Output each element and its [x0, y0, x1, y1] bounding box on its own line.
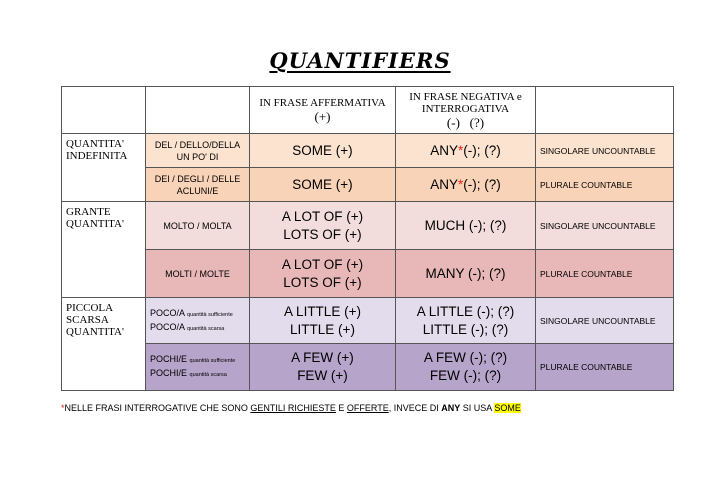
table-row [62, 344, 674, 391]
note-cell: SINGOLARE UNCOUNTABLE [536, 298, 674, 344]
footnote [61, 403, 521, 413]
label-line-1 [150, 353, 245, 367]
label-small: quantità sufficiente [189, 358, 236, 364]
header-row [62, 87, 674, 134]
affirmative-cell: SOME (+) [250, 134, 396, 168]
negative-word: ANY [430, 142, 458, 158]
affirmative-line-1: A LOT OF (+) [281, 208, 364, 224]
note-cell: SINGOLARE UNCOUNTABLE [536, 134, 674, 168]
label-main: POCHI/E [150, 354, 188, 364]
row-label: DEI / DEGLI / DELLE ACLUNI/E [146, 168, 250, 202]
negative-cell: MANY (-); (?) [396, 250, 536, 298]
table-row [62, 202, 674, 250]
note-cell: PLURALE COUNTABLE [536, 250, 674, 298]
header-negative [396, 87, 536, 134]
table-row [62, 298, 674, 344]
group-large: GRANTE QUANTITA' [62, 202, 146, 298]
table-row [62, 168, 674, 202]
footnote-bold-any: ANY [441, 403, 461, 413]
header-affirmative [250, 87, 396, 134]
footnote-text: SI USA [460, 403, 495, 413]
negative-cell [396, 168, 536, 202]
negative-line-1: A LITTLE (-); (?) [416, 303, 515, 319]
page-title: QUANTIFIERS [269, 48, 451, 73]
affirmative-cell: SOME (+) [250, 168, 396, 202]
negative-cell [396, 298, 536, 344]
star-marker: * [458, 176, 464, 192]
label-line-1 [150, 307, 245, 321]
label-line-2 [150, 321, 245, 335]
label-main: POCO/A [150, 321, 185, 332]
negative-rest: (-); (?) [463, 176, 501, 192]
affirmative-line-1: A LOT OF (+) [281, 256, 364, 272]
header-negative-symbol: (-) (?) [446, 115, 485, 130]
table-row [62, 134, 674, 168]
affirmative-cell [250, 250, 396, 298]
footnote-underline-requests: GENTILI RICHIESTE [250, 403, 336, 413]
header-empty-3 [536, 87, 674, 134]
group-indefinite: QUANTITA' INDEFINITA [62, 134, 146, 202]
footnote-text: E [335, 403, 347, 413]
label-line-2 [150, 367, 245, 381]
note-cell: PLURALE COUNTABLE [536, 168, 674, 202]
header-empty-2 [146, 87, 250, 134]
row-label: MOLTI / MOLTE [146, 250, 250, 298]
row-label [146, 298, 250, 344]
negative-line-2: FEW (-); (?) [429, 368, 502, 383]
footnote-text: , INVECE DI [388, 403, 442, 413]
row-label: DEL / DELLO/DELLA UN PO' DI [146, 134, 250, 168]
row-label [146, 344, 250, 391]
label-small: quantità scarsa [187, 325, 225, 332]
affirmative-cell [250, 202, 396, 250]
negative-rest: (-); (?) [463, 142, 501, 158]
note-cell: SINGOLARE UNCOUNTABLE [536, 202, 674, 250]
quantifiers-table [61, 86, 674, 391]
affirmative-line-2: LOTS OF (+) [283, 226, 362, 242]
footnote-text: NELLE FRASI INTERROGATIVE CHE SONO [64, 403, 251, 413]
negative-word: ANY [430, 176, 458, 192]
label-small: quantità sufficiente [187, 311, 233, 318]
footnote-underline-offers: OFFERTE [346, 403, 389, 413]
label-small: quantità scarsa [189, 372, 227, 378]
affirmative-line-1: A LITTLE (+) [284, 303, 361, 319]
affirmative-line-2: LITTLE (+) [290, 321, 355, 337]
header-empty-1 [62, 87, 146, 134]
negative-line-1: A FEW (-); (?) [423, 350, 508, 365]
affirmative-line-1: A FEW (+) [291, 350, 354, 365]
negative-cell [396, 344, 536, 391]
affirmative-cell [250, 344, 396, 391]
negative-cell: MUCH (-); (?) [396, 202, 536, 250]
label-main: POCHI/E [150, 368, 188, 378]
note-cell: PLURALE COUNTABLE [536, 344, 674, 391]
negative-line-2: LITTLE (-); (?) [422, 321, 509, 337]
group-small: PICCOLA SCARSA QUANTITA' [62, 298, 146, 391]
affirmative-line-2: FEW (+) [297, 368, 348, 383]
footnote-star: * [61, 403, 65, 413]
star-marker: * [458, 142, 464, 158]
row-label: MOLTO / MOLTA [146, 202, 250, 250]
header-affirmative-symbol: (+) [314, 109, 331, 124]
affirmative-cell [250, 298, 396, 344]
affirmative-line-2: LOTS OF (+) [283, 274, 362, 290]
table-row [62, 250, 674, 298]
label-main: POCO/A [150, 307, 185, 318]
negative-cell [396, 134, 536, 168]
header-affirmative-text: IN FRASE AFFERMATIVA [259, 97, 386, 109]
footnote-highlight-some: SOME [494, 403, 521, 413]
header-negative-text: IN FRASE NEGATIVA e INTERROGATIVA [409, 91, 522, 115]
